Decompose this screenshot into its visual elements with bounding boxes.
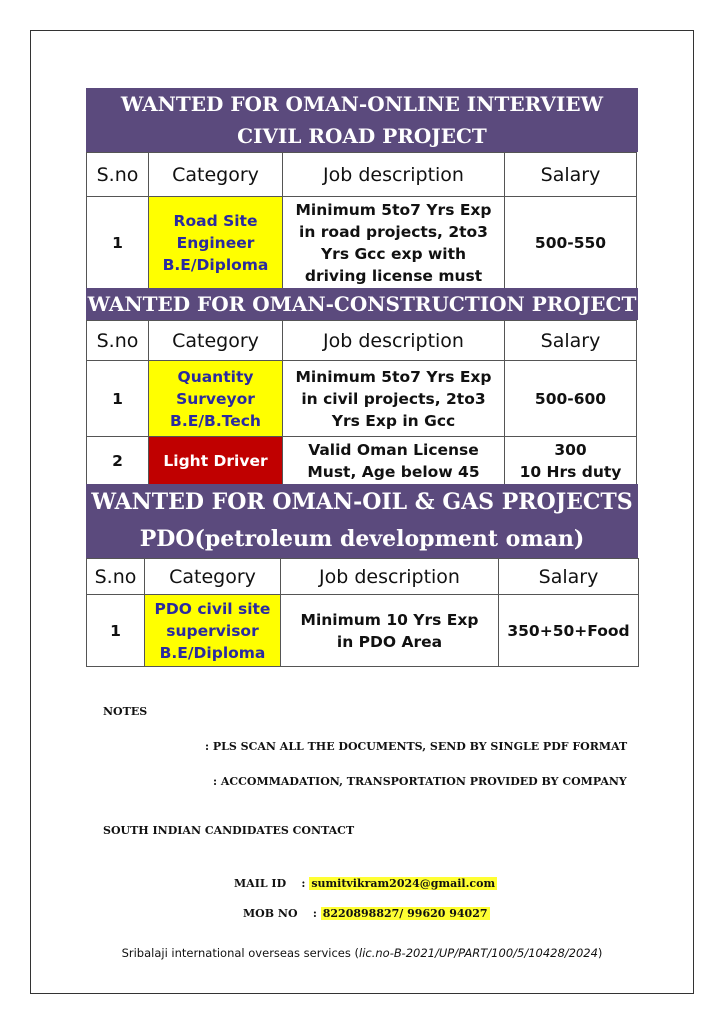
- mob-value[interactable]: 8220898827/ 99620 94027: [322, 907, 488, 920]
- note-line-2: : ACCOMMADATION, TRANSPORTATION PROVIDED BY COMPANY: [213, 775, 627, 788]
- row-description: Valid Oman License Must, Age below 45: [283, 437, 505, 485]
- footer-company: Sribalaji international overseas services (: [121, 946, 360, 960]
- header-salary: Salary: [505, 321, 637, 361]
- note-line-1: : PLS SCAN ALL THE DOCUMENTS, SEND BY SINGLE PDF FORMAT: [205, 740, 628, 753]
- mail-value[interactable]: sumitvikram2024@gmail.com: [311, 877, 496, 890]
- mob-row: [243, 907, 490, 920]
- header-job-description: Job description: [283, 153, 505, 197]
- section1-title-line1: WANTED FOR OMAN-ONLINE INTERVIEW: [86, 88, 638, 120]
- row-description: Minimum 5to7 Yrs Exp in road projects, 2to3 Yrs Gcc exp with driving license must: [283, 197, 505, 289]
- row-category: PDO civil site supervisor B.E/Diploma: [145, 595, 281, 667]
- table-row: [87, 197, 637, 289]
- row-salary: 300 10 Hrs duty: [505, 437, 637, 485]
- table-row: [87, 595, 639, 667]
- header-job-description: Job description: [281, 559, 499, 595]
- row-sno: 1: [87, 595, 145, 667]
- row-description: Minimum 5to7 Yrs Exp in civil projects, 2to3 Yrs Exp in Gcc: [283, 361, 505, 437]
- row-sno: 1: [87, 197, 149, 289]
- table-row: [87, 437, 637, 485]
- header-category: Category: [149, 153, 283, 197]
- row-salary: 350+50+Food: [499, 595, 639, 667]
- header-salary: Salary: [505, 153, 637, 197]
- header-sno: S.no: [87, 153, 149, 197]
- section1-title-line2: CIVIL ROAD PROJECT: [86, 120, 638, 152]
- row-sno: 2: [87, 437, 149, 485]
- section2-table: [86, 320, 637, 485]
- header-category: Category: [145, 559, 281, 595]
- contact-heading: SOUTH INDIAN CANDIDATES CONTACT: [103, 824, 355, 837]
- row-salary: 500-600: [505, 361, 637, 437]
- row-salary: 500-550: [505, 197, 637, 289]
- footer-license: lic.no-B-2021/UP/PART/100/5/10428/2024: [359, 946, 598, 960]
- header-salary: Salary: [499, 559, 639, 595]
- mail-row: [234, 877, 497, 890]
- row-category: Road Site Engineer B.E/Diploma: [149, 197, 283, 289]
- section3-title-line2: PDO(petroleum development oman): [86, 520, 638, 558]
- header-job-description: Job description: [283, 321, 505, 361]
- section1-table: [86, 152, 637, 289]
- row-description: Minimum 10 Yrs Exp in PDO Area: [281, 595, 499, 667]
- row-category: Quantity Surveyor B.E/B.Tech: [149, 361, 283, 437]
- header-sno: S.no: [87, 321, 149, 361]
- footer-close: ): [597, 946, 603, 960]
- section2-title: WANTED FOR OMAN-CONSTRUCTION PROJECT: [86, 288, 638, 320]
- header-sno: S.no: [87, 559, 145, 595]
- table-row: [87, 361, 637, 437]
- mob-label: MOB NO :: [243, 907, 317, 920]
- section3-title-line1: WANTED FOR OMAN-OIL & GAS PROJECTS: [86, 484, 638, 520]
- notes-heading: NOTES: [103, 705, 148, 718]
- row-sno: 1: [87, 361, 149, 437]
- mail-label: MAIL ID :: [234, 877, 306, 890]
- row-category: Light Driver: [149, 437, 283, 485]
- header-category: Category: [149, 321, 283, 361]
- footer: [0, 946, 724, 960]
- section3-table: [86, 558, 639, 667]
